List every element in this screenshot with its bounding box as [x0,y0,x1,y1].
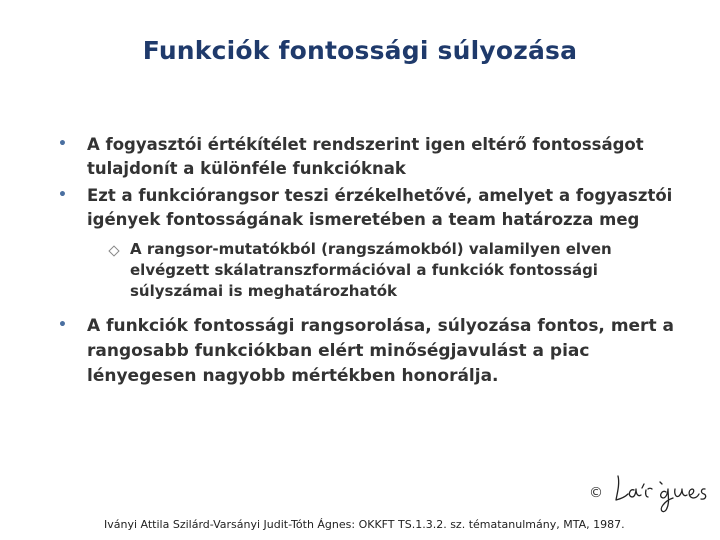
bullet-item [58,133,698,180]
signature-icon [608,470,712,516]
bullet-dot-icon: • [58,136,67,152]
bullet-text: A funkciók fontossági rangsorolása, súlyozása fontos, mert a rangosabb funkciókban elért minőségjavulást a piac lényegesen nagyobb mértékben honorálja. [87,316,674,386]
bullet-item [58,314,698,389]
sub-bullet-text: A rangsor-mutatókból (rangszámokból) valamilyen elven elvégzett skálatranszformációval a funkciók fontossági súlyszámai is meghatározhatók [130,240,612,300]
sub-bullet-item [110,239,680,302]
bullet-dot-icon: • [58,187,67,203]
copyright-icon: © [589,485,603,501]
diamond-bullet-icon [108,245,119,256]
slide-title: Funkciók fontossági súlyozása [142,36,578,65]
bullet-item [58,184,698,231]
bullet-text: A fogyasztói értékítélet rendszerint igen eltérő fontosságot tulajdonít a különféle funkcióknak [87,135,644,178]
bullet-text: Ezt a funkciórangsor teszi érzékelhetővé, amelyet a fogyasztói igények fontosságának ismeretében a team határozza meg [87,186,673,229]
bullet-list [58,133,698,393]
footer-citation: Iványi Attila Szilárd-Varsányi Judit-Tóth Ágnes: OKKFT TS.1.3.2. sz. tématanulmány, MTA, 1987. [104,518,625,531]
bullet-dot-icon: • [58,317,67,333]
